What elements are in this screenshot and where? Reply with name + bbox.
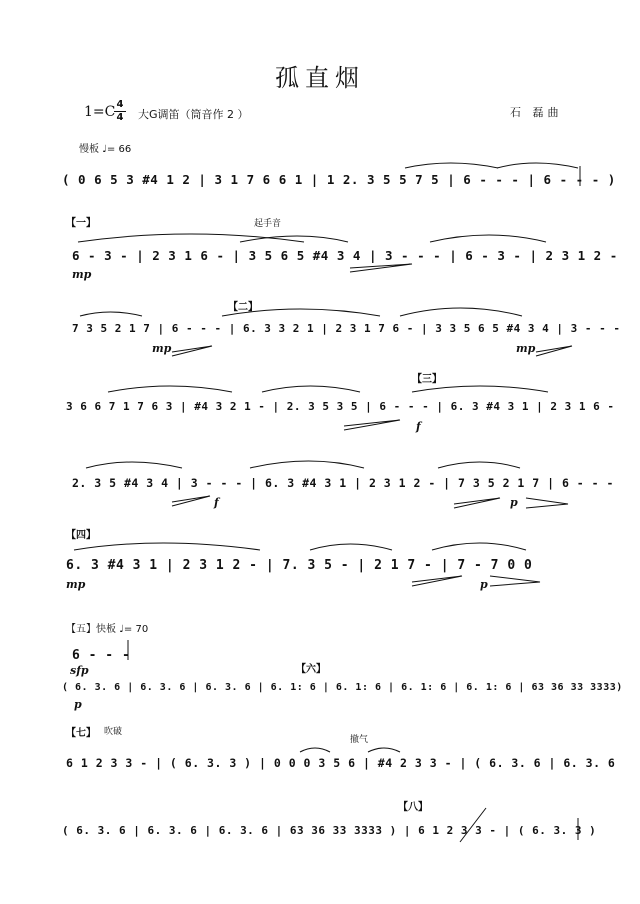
slur [310, 544, 392, 550]
slur [80, 312, 142, 316]
section-marker-3: 【三】 [412, 374, 442, 385]
crescendo-hairpin [172, 346, 212, 356]
composer: 石 磊曲 [510, 106, 563, 119]
crescendo-hairpin [172, 496, 210, 506]
slur [497, 163, 578, 168]
crescendo-hairpin [350, 264, 412, 272]
slur [430, 235, 546, 242]
notation-line-8: ( 6. 3. 6 | 6. 3. 6 | 6. 3. 6 | 6. 1: 6 | 6. 1: 6 | 6. 1: 6 | 6. 1: 6 | 63 36 33 3333) [62, 682, 623, 693]
section-marker-2: 【二】 [228, 302, 258, 313]
slur [405, 163, 498, 168]
slur [222, 309, 380, 316]
meter-top: 4 [116, 99, 124, 110]
slur [250, 461, 364, 468]
page-title: 孤直烟 [275, 64, 365, 92]
slur [368, 748, 400, 752]
slur [108, 386, 232, 392]
notation-line-9: 6 1 2 3 3 - | ( 6. 3. 3 ) | 0 0 0 3 5 6 | #4 2 3 3 - | ( 6. 3. 6 | 6. 3. 6 [66, 756, 616, 770]
meter-bottom: 4 [116, 112, 124, 123]
annotation-qishouyin: 起手音 [254, 219, 282, 229]
slur [74, 543, 260, 550]
flute-key-note: 大G调笛（筒音作 2 ） [138, 108, 249, 121]
glissando-line [460, 808, 486, 842]
crescendo-hairpin [344, 420, 400, 430]
section-marker-4: 【四】 [66, 530, 96, 541]
notation-line-6: 6. 3 #4 3 1 | 2 3 1 2 - | 7. 3 5 - | 2 1 7 - | 7 - 7 0 0 [66, 558, 533, 573]
annotation-cheqi: 撤气 [350, 735, 369, 745]
crescendo-hairpin [454, 498, 500, 508]
section-marker-7: 【七】 [66, 728, 96, 739]
dynamic-mark: sfp [70, 664, 89, 677]
slur [432, 543, 526, 550]
slur [86, 462, 182, 468]
crescendo-hairpin [412, 576, 462, 586]
dynamic-mark: f [416, 420, 421, 433]
notation-line-2: 6 - 3 - | 2 3 1 6 - | 3 5 6 5 #4 3 4 | 3 - - - | 6 - 3 - | 2 3 1 2 - [72, 248, 618, 263]
dynamic-mark: p [480, 578, 488, 591]
slur [300, 748, 330, 752]
tempo-marking: 慢板 ♩= 66 [79, 144, 132, 155]
decrescendo-hairpin [526, 498, 568, 508]
notation-line-3: 7 3 5 2 1 7 | 6 - - - | 6. 3 3 2 1 | 2 3 1 7 6 - | 3 3 5 6 5 #4 3 4 | 3 - - - [72, 322, 621, 335]
key-signature: 1=C [84, 104, 116, 120]
notation-line-5: 2. 3 5 #4 3 4 | 3 - - - | 6. 3 #4 3 1 | 2 3 1 2 - | 7 3 5 2 1 7 | 6 - - - [72, 476, 614, 490]
notation-line-7: 6 - - - [72, 648, 131, 663]
dynamic-mark: mp [66, 578, 86, 591]
section-marker-5: 【五】快板 ♩= 70 [66, 624, 149, 635]
decrescendo-hairpin [490, 576, 540, 586]
section-marker-1: 【一】 [66, 218, 96, 229]
crescendo-hairpin [536, 346, 572, 356]
section-marker-8: 【八】 [398, 802, 428, 813]
notation-line-1: ( 0 6 5 3 #4 1 2 | 3 1 7 6 6 1 | 1 2. 3 5 5 7 5 | 6 - - - | 6 - - - ) [62, 172, 616, 187]
slur [78, 234, 304, 242]
slur [400, 308, 522, 316]
slur [412, 386, 548, 392]
slur [438, 462, 520, 468]
notation-line-10: ( 6. 3. 6 | 6. 3. 6 | 6. 3. 6 | 63 36 33 3333 ) | 6 1 2 3 3 - | ( 6. 3. 3 ) [62, 824, 597, 837]
dynamic-mark: mp [72, 268, 92, 281]
section-marker-6: 【六】 [296, 664, 326, 675]
annotation-chuipo: 吹破 [104, 727, 123, 737]
dynamic-mark: f [214, 496, 219, 509]
dynamic-mark: mp [516, 342, 536, 355]
dynamic-mark: p [510, 496, 518, 509]
dynamic-mark: p [74, 698, 82, 711]
dynamic-mark: mp [152, 342, 172, 355]
slur [262, 386, 360, 392]
notation-line-4: 3 6 6 7 1 7 6 3 | #4 3 2 1 - | 2. 3 5 3 5 | 6 - - - | 6. 3 #4 3 1 | 2 3 1 6 - [66, 400, 615, 413]
